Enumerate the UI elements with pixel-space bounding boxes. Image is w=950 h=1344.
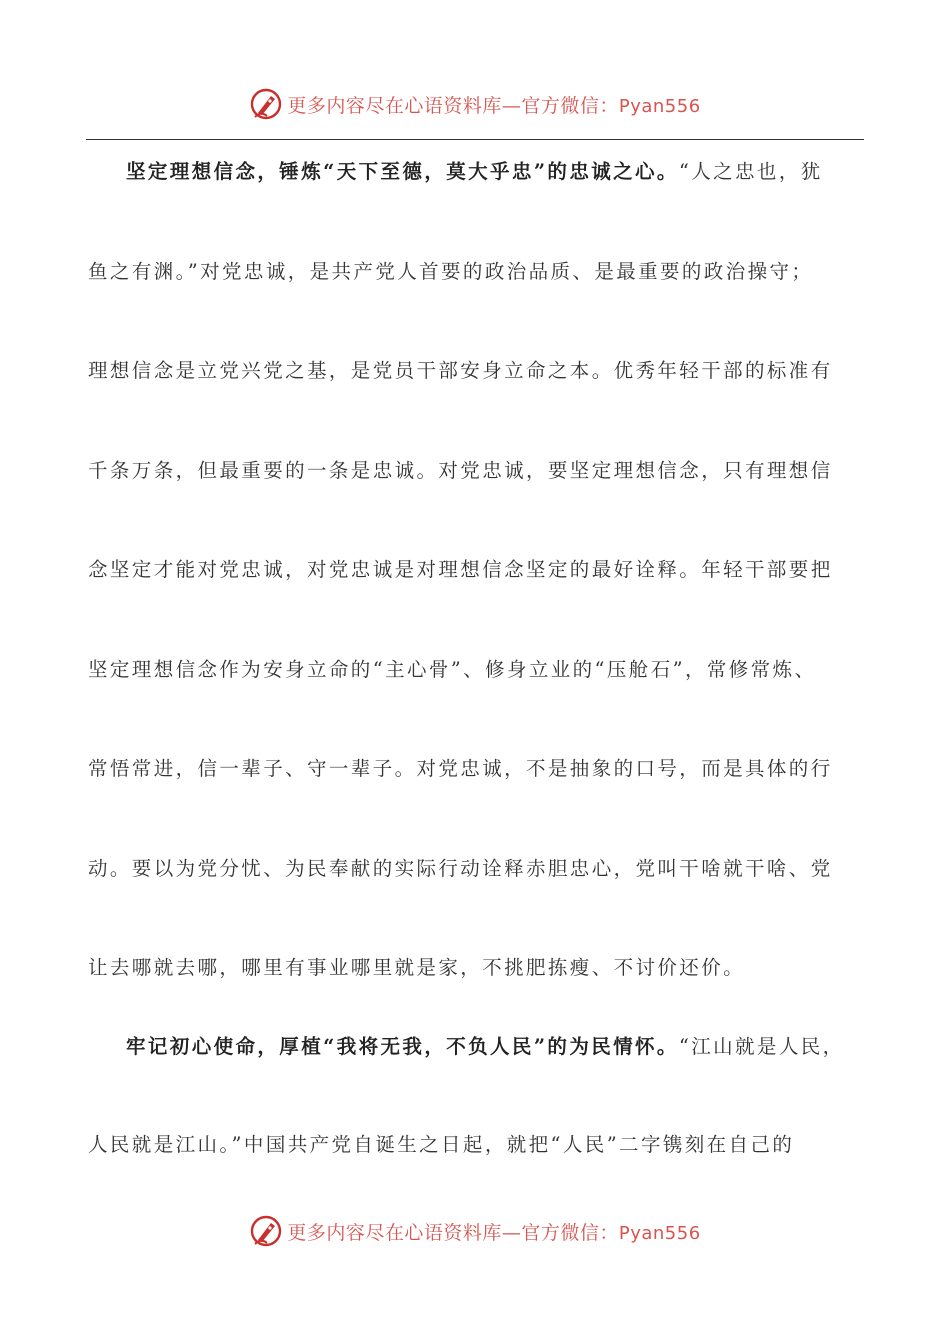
paragraph-1-line-7: 常悟常进，信一辈子、守一辈子。对党忠诚，不是抽象的口号，而是具体的行 [88, 757, 833, 780]
paragraph-1-line-8: 动。要以为党分忧、为民奉献的实际行动诠释赤胆忠心，党叫干啥就干啥、党 [88, 857, 833, 880]
paragraph-1-line-6: 坚定理想信念作为安身立命的“主心骨”、修身立业的“压舱石”，常修常炼、 [88, 658, 817, 681]
paragraph-2-line-1: 牢记初心使命，厚植“我将无我，不负人民”的为民情怀。“江山就是人民， [126, 1035, 845, 1058]
paragraph-1-heading: 坚定理想信念，锤炼“天下至德，莫大乎忠”的忠诚之心。 [126, 160, 679, 183]
paragraph-1-line-3: 理想信念是立党兴党之基，是党员干部安身立命之本。优秀年轻干部的标准有 [88, 359, 833, 382]
paragraph-2-heading: 牢记初心使命，厚植“我将无我，不负人民”的为民情怀。 [126, 1035, 679, 1058]
paragraph-1-line-9: 让去哪就去哪，哪里有事业哪里就是家，不挑肥拣瘦、不讨价还价。 [88, 956, 746, 979]
header-banner-text: 更多内容尽在心语资料库—官方微信：Pyan556 [287, 94, 701, 117]
footer-banner [0, 1211, 950, 1251]
header-banner [0, 84, 950, 124]
paragraph-1-line-2: 鱼之有渊。”对党忠诚，是共产党人首要的政治品质、是最重要的政治操守； [88, 260, 814, 283]
paragraph-1-line-1: 坚定理想信念，锤炼“天下至德，莫大乎忠”的忠诚之心。“人之忠也，犹 [126, 160, 823, 183]
paragraph-1-line-4: 千条万条，但最重要的一条是忠诚。对党忠诚，要坚定理想信念，只有理想信 [88, 459, 833, 482]
pen-logo-icon [249, 87, 283, 121]
pen-logo-icon [249, 1214, 283, 1248]
paragraph-1-line-5: 念坚定才能对党忠诚，对党忠诚是对理想信念坚定的最好诠释。年轻干部要把 [88, 558, 833, 581]
header-divider [86, 139, 864, 140]
paragraph-2-line-2: 人民就是江山。”中国共产党自诞生之日起，就把“人民”二字镌刻在自己的 [88, 1133, 795, 1156]
footer-banner-text: 更多内容尽在心语资料库—官方微信：Pyan556 [287, 1221, 701, 1244]
